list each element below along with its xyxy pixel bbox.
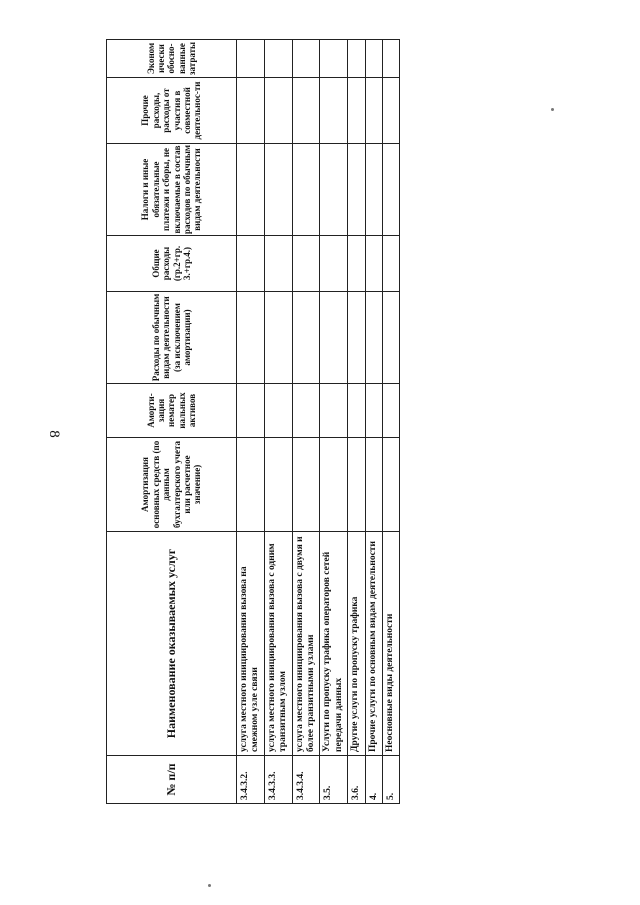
table-header-row [107, 40, 237, 804]
empty-cell [348, 292, 365, 384]
empty-cell [292, 236, 320, 292]
empty-cell [348, 144, 365, 236]
empty-cell [382, 78, 399, 144]
row-num: 4. [365, 756, 382, 804]
empty-cell [237, 384, 265, 438]
row-service-name: Неосновные виды деятельности [382, 532, 399, 756]
empty-cell [348, 40, 365, 78]
header-service-name: Наименование оказываемых услуг [107, 532, 237, 756]
empty-cell [292, 292, 320, 384]
scan-speck [551, 108, 554, 111]
empty-cell [382, 236, 399, 292]
row-service-name: услуга местного инициирования вызова с двумя и более транзитными узлами [292, 532, 320, 756]
empty-cell [320, 292, 348, 384]
empty-cell [237, 438, 265, 532]
empty-cell [237, 40, 265, 78]
empty-cell [382, 438, 399, 532]
empty-cell [292, 144, 320, 236]
table-row [320, 40, 348, 804]
empty-cell [292, 78, 320, 144]
empty-cell [382, 292, 399, 384]
empty-cell [264, 40, 292, 78]
empty-cell [365, 384, 382, 438]
table-row [348, 40, 365, 804]
row-num: 3.4.3.3. [264, 756, 292, 804]
empty-cell [348, 236, 365, 292]
empty-cell [365, 292, 382, 384]
row-num: 3.5. [320, 756, 348, 804]
row-service-name: услуга местного инициирования вызова на смежном узле связи [237, 532, 265, 756]
header-num: № п/п [107, 756, 237, 804]
header-justified-costs: Эконом ически обосно-ванные затраты [107, 40, 237, 78]
table-row [382, 40, 399, 804]
row-num: 3.6. [348, 756, 365, 804]
header-other-expenses: Прочие расходы, расходы от участия в совместной деятельнос-ти [107, 78, 237, 144]
empty-cell [264, 384, 292, 438]
empty-cell [320, 144, 348, 236]
header-taxes: Налоги и иные обязательные платежи и сборы, не включаемые в состав расходов по обычным видам деятельности [107, 144, 237, 236]
cost-table [106, 40, 396, 804]
header-total-expenses: Общие расходы (гр.2+гр. 3.+гр.4.) [107, 236, 237, 292]
empty-cell [237, 78, 265, 144]
row-service-name: услуга местного инициирования вызова с одним транзитным узлом [264, 532, 292, 756]
row-service-name: Другие услуги по пропуску трафика [348, 532, 365, 756]
empty-cell [237, 144, 265, 236]
empty-cell [237, 292, 265, 384]
empty-cell [264, 144, 292, 236]
empty-cell [365, 438, 382, 532]
empty-cell [320, 236, 348, 292]
empty-cell [292, 40, 320, 78]
empty-cell [320, 78, 348, 144]
row-service-name: Прочие услуги по основным видам деятельности [365, 532, 382, 756]
row-num: 5. [382, 756, 399, 804]
empty-cell [264, 438, 292, 532]
empty-cell [348, 384, 365, 438]
empty-cell [292, 438, 320, 532]
row-num: 3.4.3.4. [292, 756, 320, 804]
header-intangible-amortization: Аморти-зация нематер иальных активов [107, 384, 237, 438]
empty-cell [365, 40, 382, 78]
empty-cell [365, 144, 382, 236]
empty-cell [264, 292, 292, 384]
empty-cell [264, 78, 292, 144]
table-row [264, 40, 292, 804]
empty-cell [237, 236, 265, 292]
empty-cell [365, 78, 382, 144]
empty-cell [382, 144, 399, 236]
page-number: 8 [46, 430, 62, 438]
row-num: 3.4.3.2. [237, 756, 265, 804]
empty-cell [292, 384, 320, 438]
table-row [292, 40, 320, 804]
empty-cell [382, 40, 399, 78]
scan-speck [208, 884, 211, 887]
table-row [365, 40, 382, 804]
empty-cell [348, 78, 365, 144]
empty-cell [320, 40, 348, 78]
empty-cell [365, 236, 382, 292]
empty-cell [320, 438, 348, 532]
empty-cell [264, 236, 292, 292]
empty-cell [348, 438, 365, 532]
table-row [237, 40, 265, 804]
header-fixed-asset-depreciation: Амортизация основных средств (по данным бухгалтерского учета или расчетное значение) [107, 438, 237, 532]
empty-cell [382, 384, 399, 438]
row-service-name: Услуги по пропуску трафика операторов сетей передачи данных [320, 532, 348, 756]
header-ordinary-expenses: Расходы по обычным видам деятельности (за исключением амортизации) [107, 292, 237, 384]
empty-cell [320, 384, 348, 438]
